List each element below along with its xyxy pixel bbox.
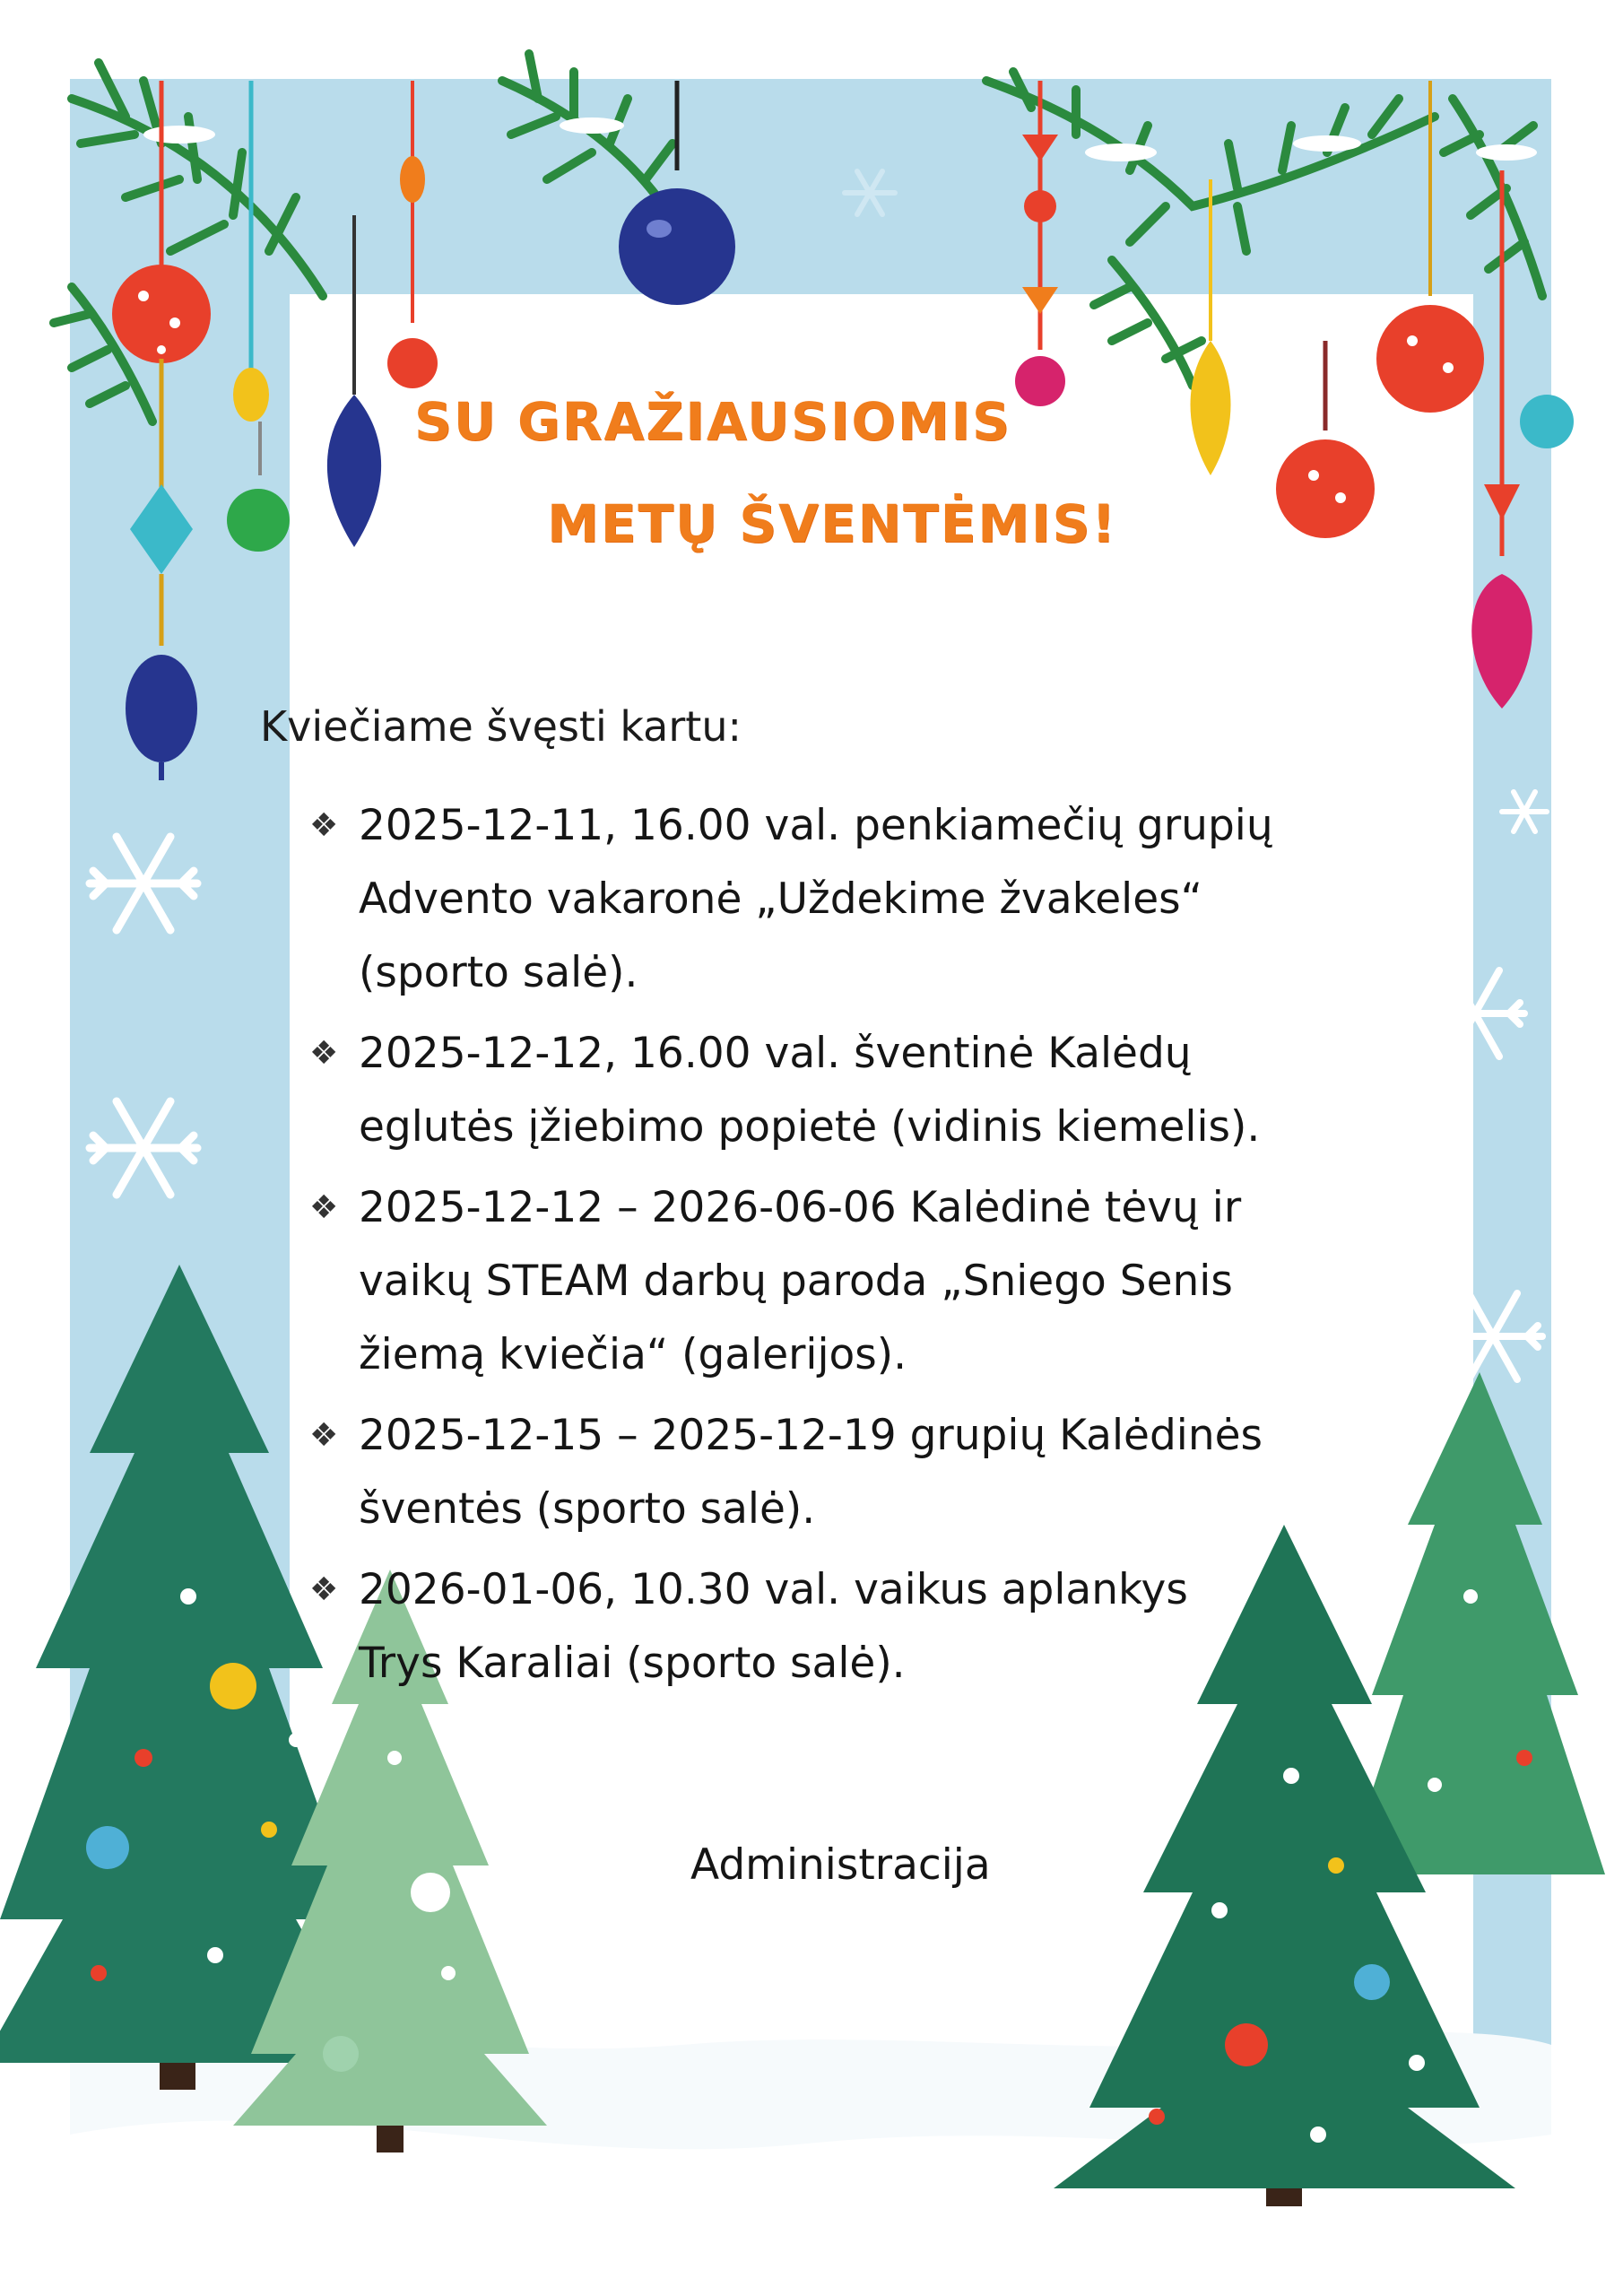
event-item <box>309 1017 1385 1164</box>
snowflake-icon <box>845 171 895 214</box>
diamond-bullet-icon: ❖ <box>309 1571 339 1608</box>
ornament-icon <box>1520 395 1574 448</box>
ornament-icon <box>227 81 290 552</box>
event-item <box>309 1553 1385 1700</box>
ornament-icon <box>387 81 438 388</box>
event-text: 2025-12-11, 16.00 val. penkiamečių grupių Advento vakaronė „Uždekime žvakeles“ (sporto salė). <box>359 801 1273 997</box>
diamond-bullet-icon: ❖ <box>309 1189 339 1226</box>
event-text: 2025-12-12 – 2026-06-06 Kalėdinė tėvų ir vaikų STEAM darbų paroda „Sniego Senis žiemą kviečia“ (galerijos). <box>359 1183 1242 1379</box>
ornament-icon <box>1015 81 1065 406</box>
snowflake-icon <box>90 837 197 930</box>
snowflake-icon <box>90 1101 197 1195</box>
ornament-icon <box>1276 341 1375 538</box>
ornament-icon <box>126 359 197 780</box>
event-text: 2025-12-15 – 2025-12-19 grupių Kalėdinės šventės (sporto salė). <box>359 1411 1263 1534</box>
ornament-icon <box>619 81 735 305</box>
title-line-1: SU GRAŽIAUSIOMIS <box>414 391 1011 452</box>
event-item <box>309 1399 1385 1546</box>
event-item <box>309 1171 1385 1392</box>
event-text: 2026-01-06, 10.30 val. vaikus aplankys Trys Karaliai (sporto salė). <box>359 1565 1188 1688</box>
snowflake-icon <box>1444 1293 1542 1379</box>
event-text: 2025-12-12, 16.00 val. šventinė Kalėdų eglutės įžiebimo popietė (vidinis kiemelis). <box>359 1029 1261 1152</box>
snowflake-icon <box>1426 970 1524 1057</box>
snowflake-icon <box>1502 792 1547 831</box>
ornament-icon <box>1191 179 1231 475</box>
event-item <box>309 789 1385 1010</box>
event-list <box>309 789 1385 1708</box>
diamond-bullet-icon: ❖ <box>309 1035 339 1072</box>
diamond-bullet-icon: ❖ <box>309 807 339 844</box>
title-line-2: METŲ ŠVENTĖMIS! <box>547 493 1117 554</box>
diamond-bullet-icon: ❖ <box>309 1417 339 1454</box>
invitation-intro: Kviečiame švęsti kartu: <box>260 702 742 751</box>
pine-branch-icon <box>54 54 1542 422</box>
ornament-icon <box>327 215 381 547</box>
signature: Administracija <box>690 1840 991 1890</box>
